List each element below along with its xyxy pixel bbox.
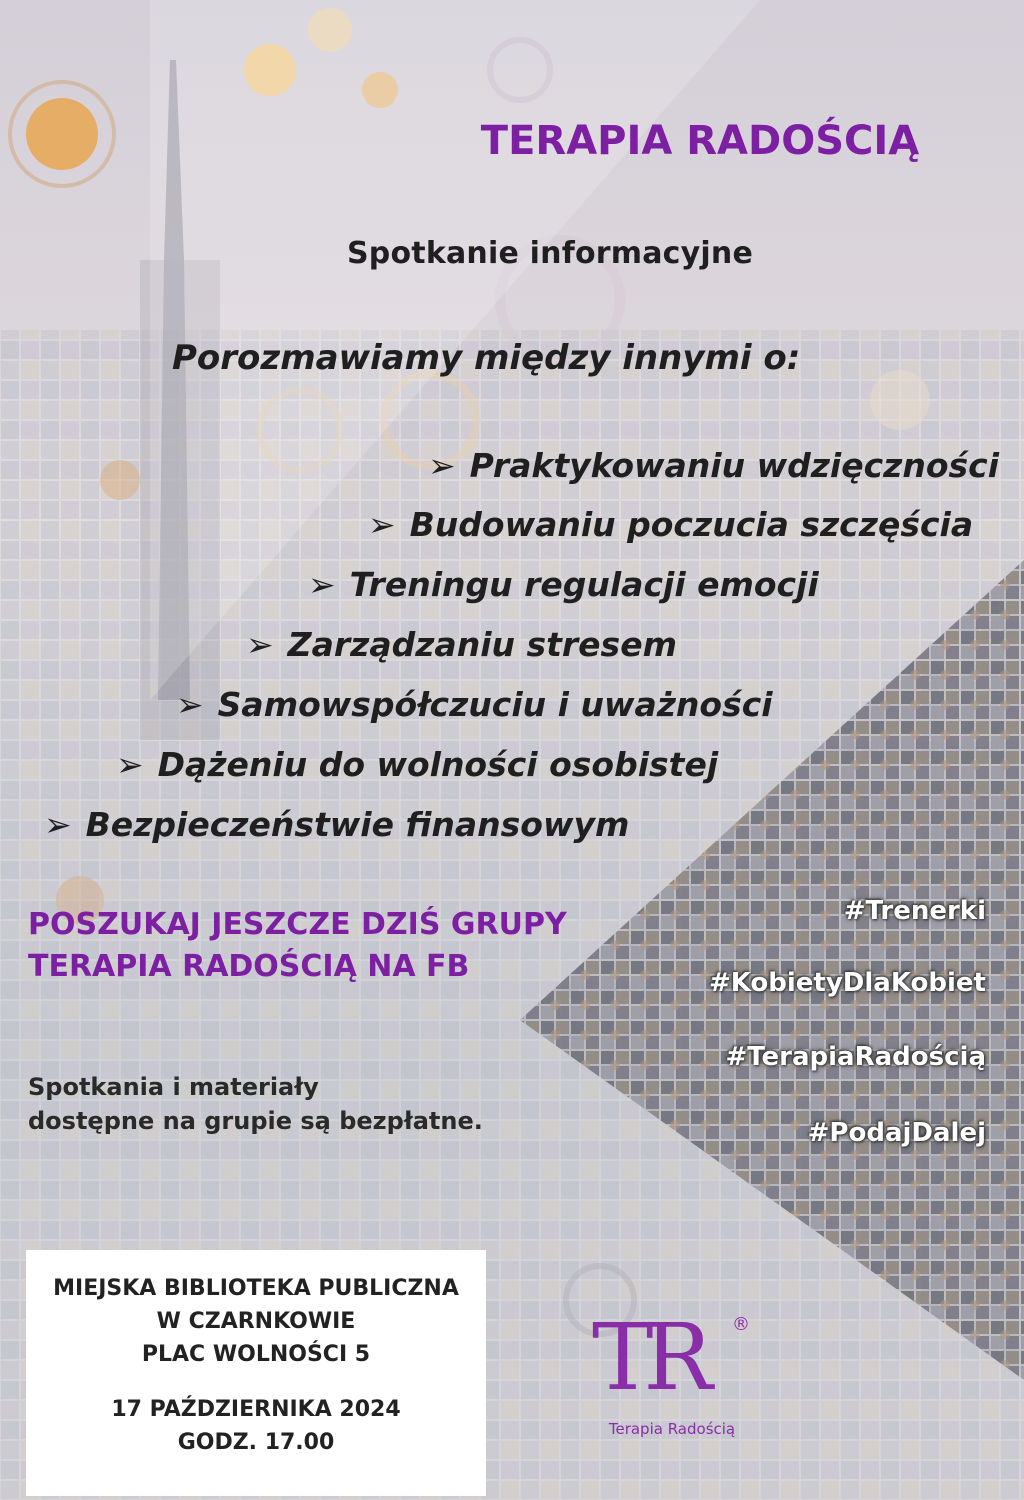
arrow-right-icon: ➢ — [176, 685, 204, 724]
subtitle: Spotkanie informacyjne — [347, 236, 753, 271]
topic-label: Treningu regulacji emocji — [349, 565, 819, 604]
topic-label: Samowspółczuciu i uważności — [217, 685, 773, 724]
callout-line: TERAPIA RADOŚCIĄ NA FB — [28, 949, 470, 984]
venue-town: W CZARNKOWIE — [156, 1309, 356, 1334]
topic-item — [44, 805, 629, 844]
logo-letters: TR — [592, 1304, 703, 1411]
intro-text: Porozmawiamy między innymi o: — [172, 338, 801, 378]
free-note — [28, 1070, 483, 1138]
callout-line: POSZUKAJ JESZCZE DZIŚ GRUPY — [28, 907, 567, 942]
venue-info-box — [26, 1250, 486, 1496]
page-title: TERAPIA RADOŚCIĄ — [480, 118, 920, 164]
event-date: 17 PAŹDZIERNIKA 2024 — [111, 1397, 401, 1422]
topic-item — [428, 446, 999, 485]
free-note-line: dostępne na grupie są bezpłatne. — [28, 1107, 483, 1135]
hashtag: #TerapiaRadością — [725, 1042, 986, 1072]
topic-item — [116, 745, 718, 784]
logo-caption: Terapia Radością — [608, 1420, 736, 1438]
arrow-right-icon: ➢ — [44, 805, 72, 844]
venue-name: MIEJSKA BIBLIOTEKA PUBLICZNA — [53, 1276, 459, 1301]
arrow-right-icon: ➢ — [246, 625, 274, 664]
hashtag: #PodajDalej — [807, 1118, 986, 1148]
hashtag: #KobietyDlaKobiet — [708, 968, 986, 998]
venue-address: PLAC WOLNOŚCI 5 — [141, 1342, 371, 1367]
arrow-right-icon: ➢ — [308, 565, 336, 604]
free-note-line: Spotkania i materiały — [28, 1073, 319, 1101]
topic-item — [176, 685, 773, 724]
event-time: GODZ. 17.00 — [177, 1430, 335, 1455]
facebook-group-callout — [28, 904, 567, 988]
topic-label: Dążeniu do wolności osobistej — [157, 745, 719, 784]
tr-logo — [582, 1304, 762, 1458]
topic-item — [246, 625, 677, 664]
topic-item — [308, 565, 819, 604]
arrow-right-icon: ➢ — [428, 446, 456, 485]
arrow-right-icon: ➢ — [116, 745, 144, 784]
registered-mark: ® — [732, 1314, 750, 1335]
topic-label: Praktykowaniu wdzięczności — [469, 446, 1000, 485]
topic-label: Budowaniu poczucia szczęścia — [409, 505, 974, 544]
topic-label: Bezpieczeństwie finansowym — [85, 805, 630, 844]
hashtag: #Trenerki — [843, 896, 986, 926]
topic-label: Zarządzaniu stresem — [287, 625, 677, 664]
arrow-right-icon: ➢ — [368, 505, 396, 544]
topic-item — [368, 505, 973, 544]
